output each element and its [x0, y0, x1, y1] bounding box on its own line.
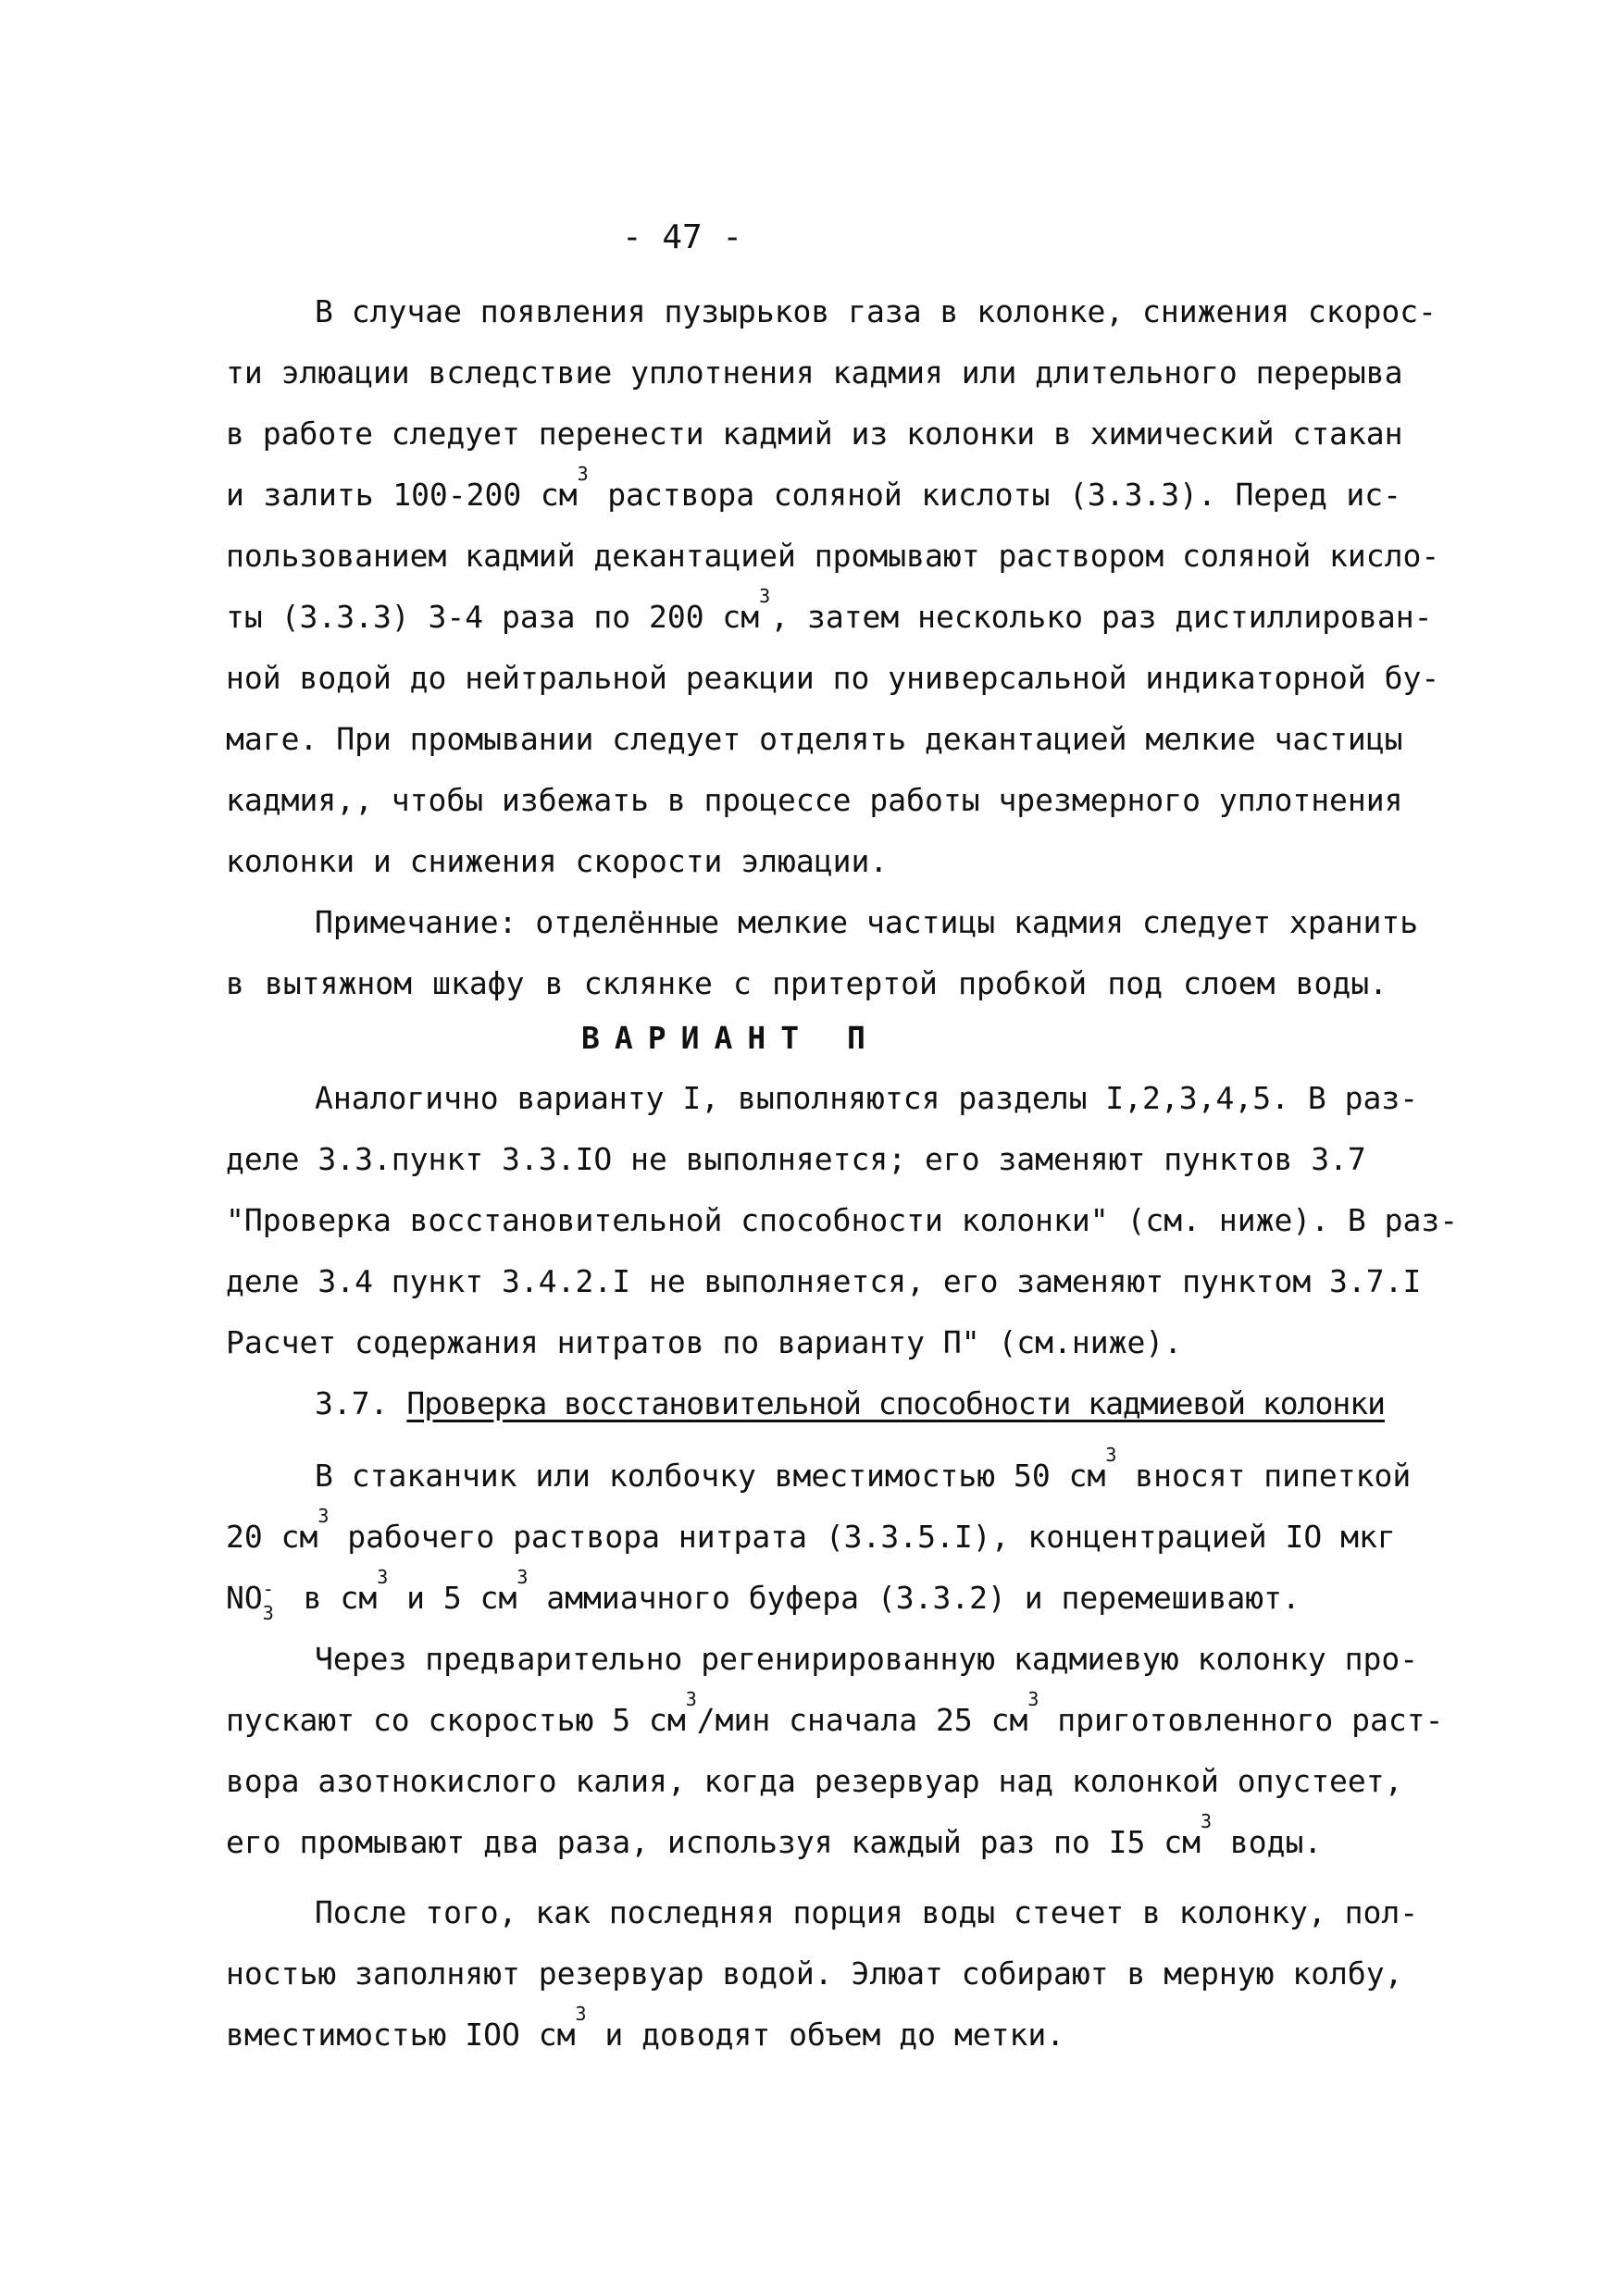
text-line: маге. При промывании следует отделять декантацией мелкие частицы: [226, 721, 1403, 757]
text-line: кадмия,, чтобы избежать в процессе работы чрезмерного уплотнения: [226, 782, 1403, 818]
text-line: в работе следует перенести кадмий из колонки в химический стакан: [226, 416, 1403, 452]
text-line: деле 3.4 пункт 3.4.2.I не выполняется, его заменяют пунктом 3.7.I: [226, 1263, 1422, 1299]
text-run: и доводят объем до метки.: [586, 2017, 1065, 2053]
text-line: "Проверка восстановительной способности колонки" (см. ниже). В раз-: [226, 1202, 1459, 1238]
superscript: 3: [575, 2003, 587, 2025]
section-number: 3.7.: [315, 1385, 389, 1421]
superscript: 3: [685, 1688, 697, 1710]
text-line: Через предварительно регенирированную кадмиевую колонку про-: [315, 1641, 1419, 1677]
text-line: В случае появления пузырьков газа в колонке, снижения скорос-: [315, 293, 1437, 329]
text-run: , затем несколько раз дистиллирован-: [770, 599, 1433, 635]
variant-heading: ВАРИАНТ П: [581, 1020, 880, 1056]
text-run: /мин сначала 25 см: [696, 1702, 1028, 1738]
superscript: 3: [1105, 1444, 1117, 1466]
text-line: [226, 585, 1433, 635]
text-run: воды.: [1212, 1824, 1323, 1860]
text-run: пускают со скоростью 5 см: [226, 1702, 686, 1738]
text-line: ностью заполняют резервуар водой. Элюат собирают в мерную колбу,: [226, 1955, 1403, 1992]
nitrate-formula: $NO^-_3$: [226, 1578, 274, 1624]
text-line: [226, 1688, 1444, 1738]
text-line: пользованием кадмий декантацией промывают раствором соляной кисло-: [226, 538, 1440, 574]
text-line: [226, 1505, 1396, 1555]
note-line: в вытяжном шкафу в склянке с притертой пробкой под слоем воды.: [226, 965, 1388, 1001]
page-number: - 47 -: [622, 218, 743, 256]
text-line: [226, 463, 1401, 513]
superscript: -: [262, 1578, 274, 1600]
text-run: в см: [284, 1580, 378, 1616]
text-run: раствора соляной кислоты (3.3.3). Перед ис-: [588, 477, 1401, 513]
text-line: Аналогично варианту I, выполняются разделы I,2,3,4,5. В раз-: [315, 1080, 1419, 1116]
section-heading: [315, 1385, 1385, 1421]
text-run: рабочего раствора нитрата (3.3.5.I), концентрацией IO мкг: [329, 1519, 1396, 1555]
text-line: После того, как последняя порция воды стечет в колонку, пол-: [315, 1894, 1419, 1930]
text-run: и 5 см: [388, 1580, 517, 1616]
superscript: 3: [759, 585, 771, 607]
text-run: В стаканчик или колбочку вместимостью 50 см: [315, 1458, 1106, 1494]
text-run: ты (3.3.3) 3-4 раза по 200 см: [226, 599, 760, 635]
text-run: вносят пипеткой: [1116, 1458, 1412, 1494]
text-line: Расчет содержания нитратов по варианту П" (см.ниже).: [226, 1324, 1183, 1360]
superscript: 3: [377, 1566, 389, 1588]
text-line: [226, 1810, 1323, 1860]
text-line: ной водой до нейтральной реакции по универсальной индикаторной бу-: [226, 660, 1440, 696]
text-line: [226, 1566, 1301, 1624]
superscript: 3: [1027, 1688, 1039, 1710]
superscript: 3: [1201, 1810, 1213, 1832]
text-run: 20 см: [226, 1519, 318, 1555]
superscript: 3: [517, 1566, 529, 1588]
section-title: Проверка восстановительной способности кадмиевой колонки: [406, 1385, 1385, 1421]
text-line: колонки и снижения скорости элюации.: [226, 843, 889, 879]
text-line: ти элюации вследствие уплотнения кадмия или длительного перерыва: [226, 354, 1403, 391]
text-line: [226, 2003, 1065, 2053]
text-run: приготовленного раст-: [1039, 1702, 1444, 1738]
text-line: деле 3.3.пункт 3.3.IO не выполняется; его заменяют пунктов 3.7: [226, 1141, 1366, 1177]
text-run: вместимостью IOO см: [226, 2017, 576, 2053]
text-line: [315, 1444, 1412, 1494]
note-line: Примечание: отделённые мелкие частицы кадмия следует хранить: [315, 904, 1419, 940]
text-run: и залить 100-200 см: [226, 477, 578, 513]
text-run: аммиачного буфера (3.3.2) и перемешивают.: [528, 1580, 1301, 1616]
text-line: вора азотнокислого калия, когда резервуар над колонкой опустеет,: [226, 1763, 1403, 1799]
subscript: 3: [262, 1602, 274, 1624]
superscript: 3: [577, 463, 589, 485]
superscript: 3: [317, 1505, 330, 1527]
text-run: его промывают два раза, используя каждый раз по I5 см: [226, 1824, 1201, 1860]
